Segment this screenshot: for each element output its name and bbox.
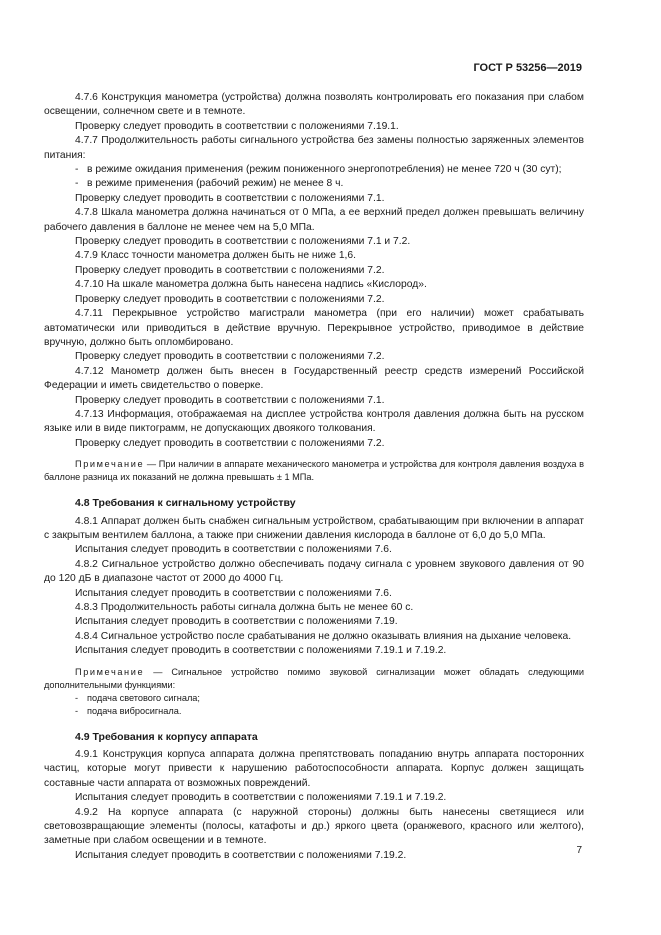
clause-4-9-1: 4.9.1 Конструкция корпуса аппарата должна препятствовать попаданию внутрь аппарата посторонних частиц, которые могут привести к нарушению работоспособности аппарата. Корпус должен защищать составные части аппарата от возможных повреждений.	[44, 749, 584, 789]
note-text: — Сигнальное устройство помимо звуковой сигнализации может обладать следующими дополнительными функциями:	[44, 666, 584, 690]
verification-text: Проверку следует проводить в соответствии с положениями 7.2.	[75, 264, 385, 276]
test-text: Испытания следует проводить в соответствии с положениями 7.19.	[75, 616, 398, 628]
verification-text: Проверку следует проводить в соответствии с положениями 7.19.1.	[75, 120, 399, 132]
section-heading-4-8: 4.8 Требования к сигнальному устройству	[75, 497, 296, 510]
clause-4-7-8: 4.7.8 Шкала манометра должна начинаться от 0 МПа, а ее верхний предел должен превышать величину рабочего давления в баллоне не менее чем на 5,0 МПа.	[44, 207, 584, 233]
note-text: — При наличии в аппарате механического манометра и устройства для контроля давления воздуха в баллоне разница их показаний не должна превышать ± 1 МПа.	[44, 459, 584, 483]
page-number: 7	[576, 845, 582, 856]
test-text: Испытания следует проводить в соответствии с положениями 7.6.	[75, 544, 392, 556]
list-item: - в режиме ожидания применения (режим пониженного энергопотребления) не менее 720 ч (30 сут);	[75, 164, 562, 176]
verification-text: Проверку следует проводить в соответствии с положениями 7.2.	[75, 351, 385, 363]
note-list-item-text: подача вибросигнала.	[87, 705, 182, 716]
clause-4-9-2: 4.9.2 На корпусе аппарата (с наружной стороны) должны быть нанесены светящиеся или световозвращающие элементы (полосы, катафоты и др.) яркого цвета (оранжевого, красного или желтого), заметные при слабом освещении и в темноте.	[44, 806, 584, 847]
clause-4-8-1: 4.8.1 Аппарат должен быть снабжен сигнальным устройством, срабатывающим при включении в аппарат с закрытым вентилем баллона, а также при снижении давления кислорода в баллоне от 6,0 до 5,0 МПа.	[44, 515, 584, 541]
test-text: Испытания следует проводить в соответствии с положениями 7.19.1 и 7.19.2.	[75, 792, 447, 804]
verification-text: Проверку следует проводить в соответствии с положениями 7.1.	[75, 192, 385, 204]
list-item: - в режиме применения (рабочий режим) не менее 8 ч.	[75, 178, 344, 190]
clause-4-8-2: 4.8.2 Сигнальное устройство должно обеспечивать подачу сигнала с уровнем звукового давления от 90 до 120 дБ в диапазоне частот от 2000 до 4000 Гц.	[44, 558, 584, 585]
clause-4-8-3: 4.8.3 Продолжительность работы сигнала должна быть не менее 60 с.	[75, 602, 414, 613]
clause-4-7-10: 4.7.10 На шкале манометра должна быть нанесена надпись «Кислород».	[75, 279, 427, 291]
test-text: Испытания следует проводить в соответствии с положениями 7.6.	[75, 587, 392, 599]
list-item-text: в режиме ожидания применения (режим пониженного энергопотребления) не менее 720 ч (30 сут);	[87, 164, 562, 176]
clause-4-7-6: 4.7.6 Конструкция манометра (устройства) должна позволять контролировать его показания при слабом освещении, солнечном свете и в темноте.	[44, 92, 584, 118]
clause-4-7-11: 4.7.11 Перекрывное устройство магистрали манометра (при его наличии) может срабатывать автоматически или приводиться в действие вручную. Перекрывное устройство, приводимое в действие вручную, должно быть опломбировано.	[44, 308, 584, 348]
clause-4-7-13: 4.7.13 Информация, отображаемая на дисплее устройства контроля давления должна быть на русском языке или в виде пиктограмм, не допускающих двоякого толкования.	[44, 408, 584, 435]
note-label: Примечание	[75, 459, 145, 470]
verification-text: Проверку следует проводить в соответствии с положениями 7.1 и 7.2.	[75, 236, 411, 248]
note-list-item-text: подача светового сигнала;	[87, 692, 200, 703]
clause-4-8-4: 4.8.4 Сигнальное устройство после срабатывания не должно оказывать влияния на дыхание человека.	[75, 630, 572, 642]
note-list-item: - подача вибросигнала.	[75, 705, 182, 716]
test-text: Испытания следует проводить в соответствии с положениями 7.19.1 и 7.19.2.	[75, 645, 447, 657]
verification-text: Проверку следует проводить в соответствии с положениями 7.2.	[75, 293, 385, 305]
section-heading-4-9: 4.9 Требования к корпусу аппарата	[75, 730, 258, 743]
test-text: Испытания следует проводить в соответствии с положениями 7.19.2.	[75, 849, 407, 861]
note	[44, 458, 584, 484]
note	[44, 666, 584, 692]
note-list-item: - подача светового сигнала;	[75, 692, 200, 703]
verification-text: Проверку следует проводить в соответствии с положениями 7.1.	[75, 394, 385, 406]
note-label: Примечание	[75, 666, 145, 677]
list-item-text: в режиме применения (рабочий режим) не менее 8 ч.	[87, 178, 344, 190]
verification-text: Проверку следует проводить в соответствии с положениями 7.2.	[75, 437, 385, 449]
document-body	[44, 91, 584, 863]
document-header: ГОСТ Р 53256—2019	[473, 62, 582, 74]
clause-4-7-9: 4.7.9 Класс точности манометра должен быть не ниже 1,6.	[75, 250, 357, 262]
clause-4-7-12: 4.7.12 Манометр должен быть внесен в Государственный реестр средств измерений Российской Федерации и иметь свидетельство о поверке.	[44, 365, 584, 392]
clause-4-7-7: 4.7.7 Продолжительность работы сигнального устройства без замены полностью заряженных элементов питания:	[44, 135, 584, 161]
